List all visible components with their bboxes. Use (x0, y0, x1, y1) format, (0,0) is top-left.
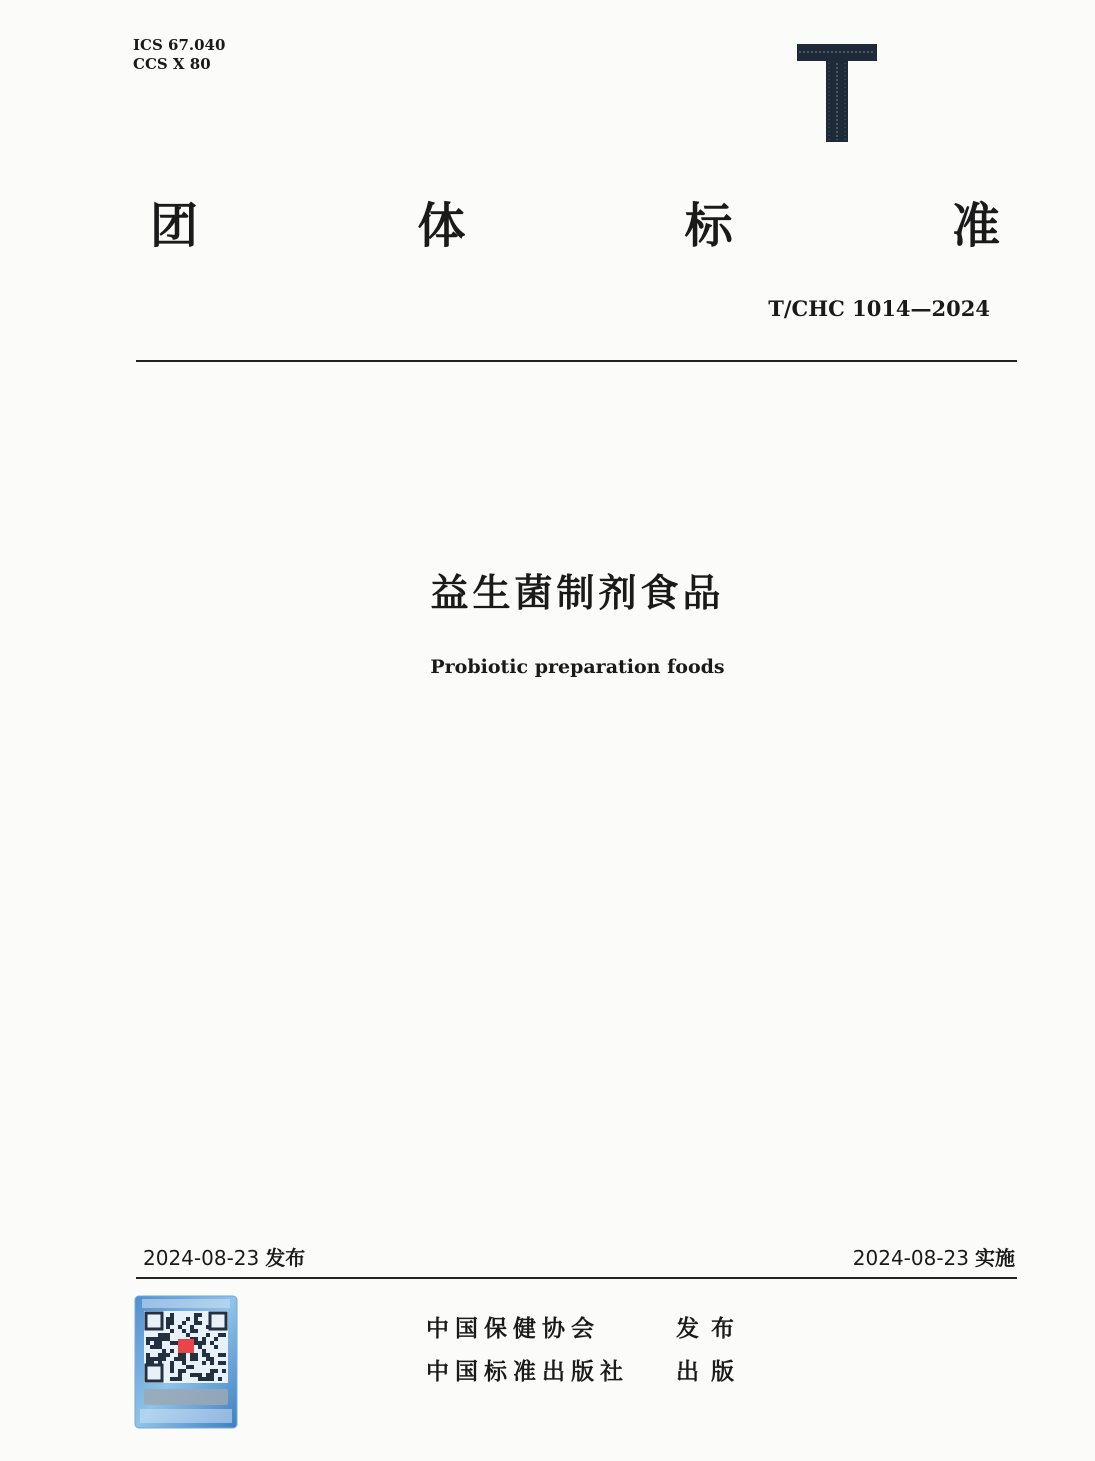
heading-char: 准 (951, 198, 1000, 254)
classification-codes (133, 36, 225, 74)
issuer-line (426, 1310, 746, 1343)
issuer-role: 发布 (676, 1316, 746, 1342)
qr-code-sticker (134, 1295, 238, 1429)
press-line (426, 1353, 746, 1386)
implement-label: 实施 (975, 1246, 1015, 1270)
english-title: Probiotic preparation foods (430, 656, 725, 678)
ccs-code: CCS X 80 (133, 55, 211, 73)
standard-number: T/CHC 1014—2024 (768, 296, 990, 321)
implement-date-line (853, 1242, 1015, 1271)
publish-label: 发布 (265, 1246, 306, 1270)
press-role: 出版 (676, 1359, 746, 1385)
heading-char: 体 (417, 198, 466, 254)
bottom-divider (136, 1277, 1017, 1279)
publish-date: 2024-08-23 (143, 1246, 260, 1270)
publish-date-line (143, 1242, 305, 1271)
heading-char: 团 (150, 198, 199, 254)
implement-date: 2024-08-23 (852, 1246, 969, 1270)
press-name: 中国标准出版社 (426, 1359, 629, 1385)
chinese-title: 益生菌制剂食品 (430, 571, 725, 615)
ics-code: ICS 67.040 (133, 36, 226, 54)
top-divider (136, 360, 1017, 362)
heading-char: 标 (684, 198, 733, 254)
issuer-name: 中国保健协会 (426, 1316, 600, 1342)
document-type-heading (150, 196, 1000, 256)
group-standard-t-logo (795, 42, 879, 144)
